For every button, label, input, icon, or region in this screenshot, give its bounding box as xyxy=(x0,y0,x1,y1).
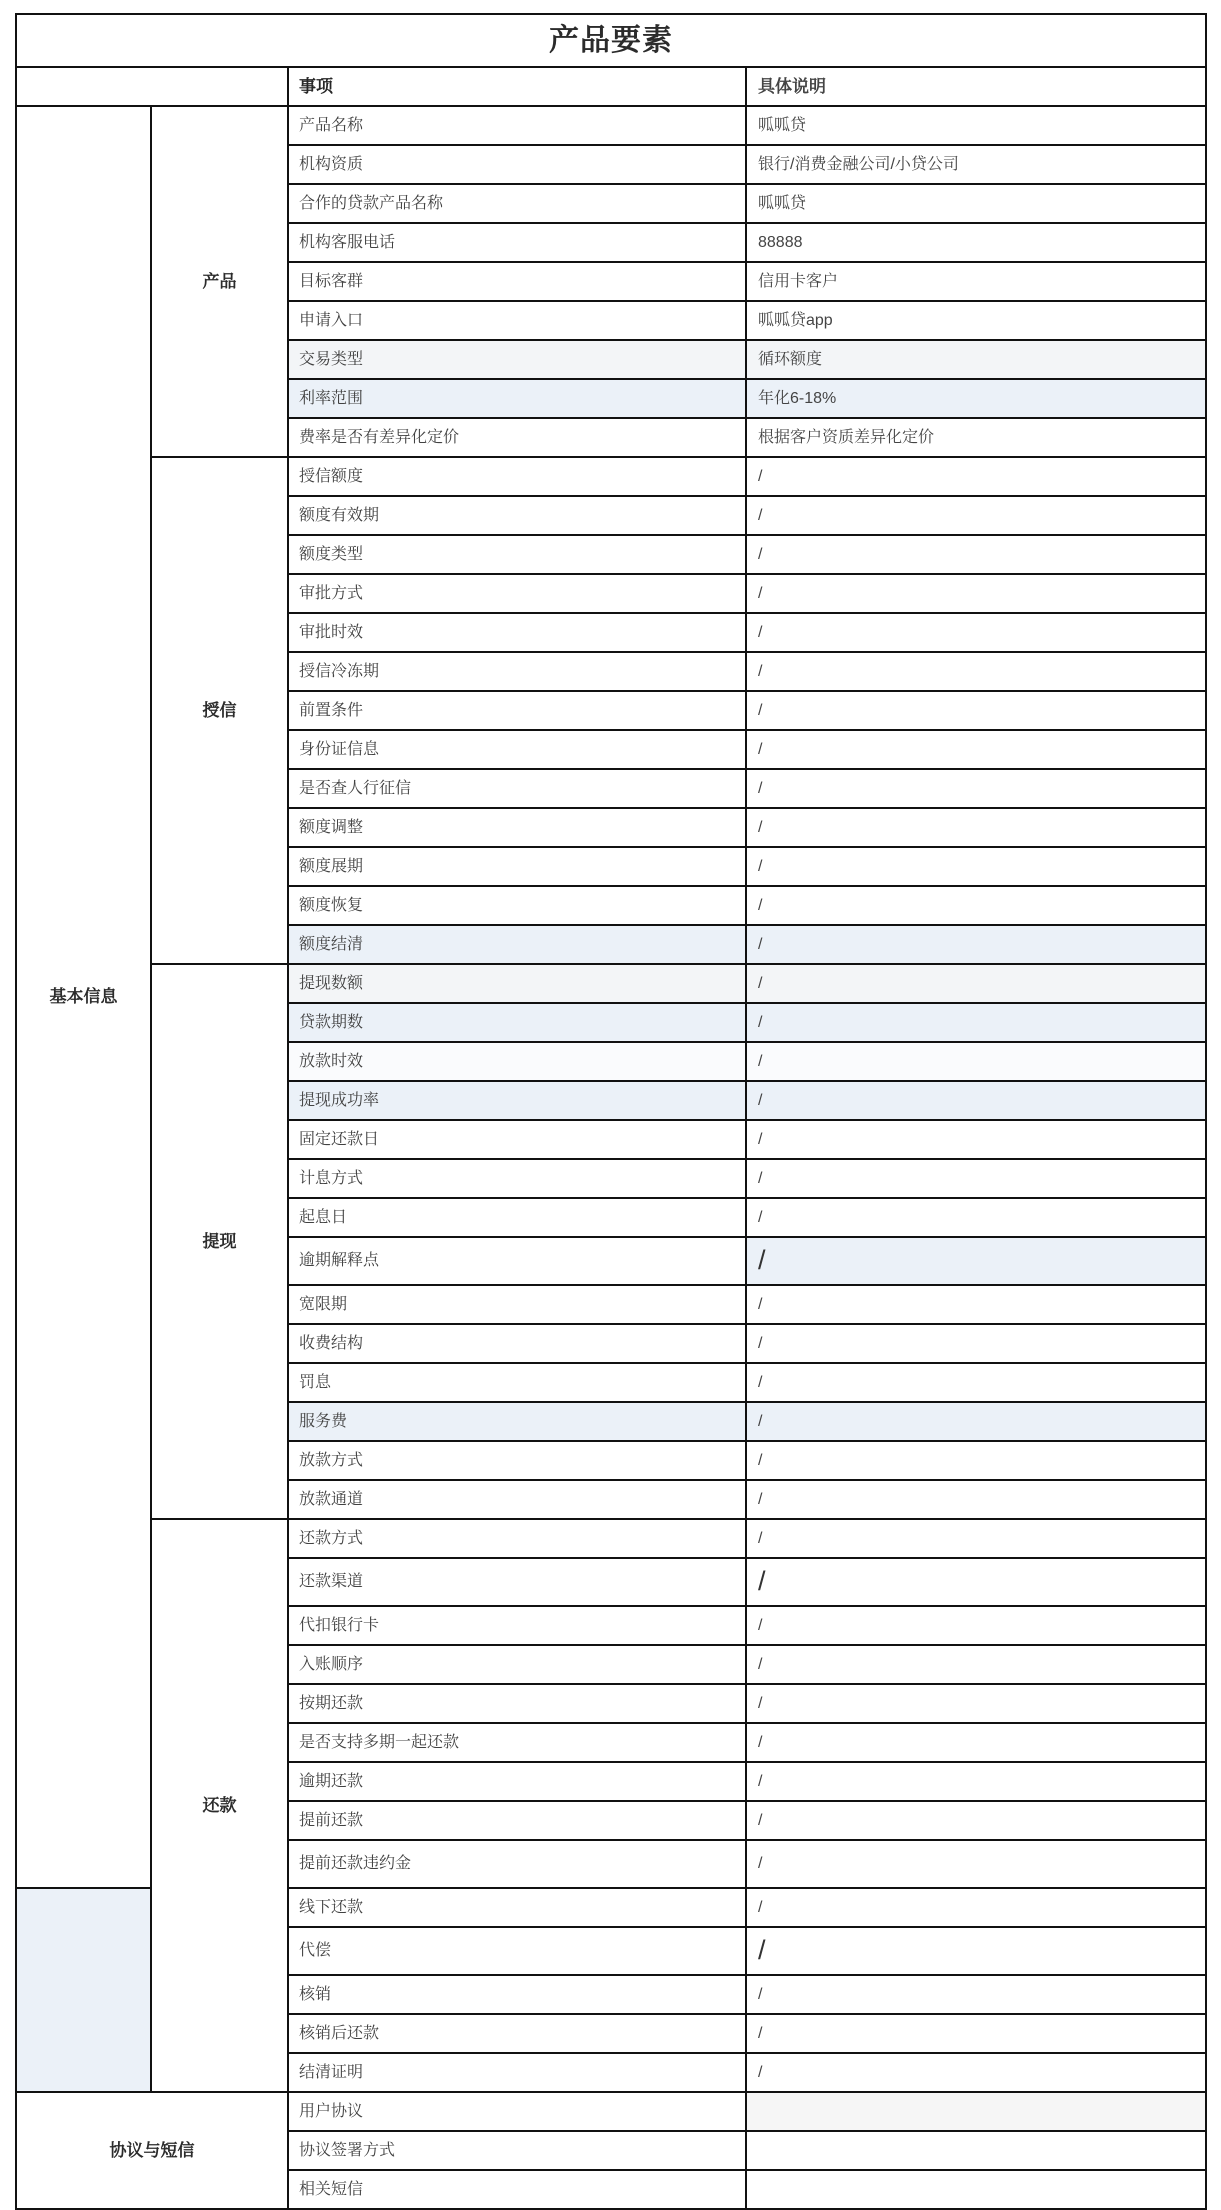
item-label-cell: 额度恢复 xyxy=(288,886,746,925)
item-label-cell: 提现成功率 xyxy=(288,1081,746,1120)
item-value-cell: / xyxy=(746,1840,1206,1888)
item-label-cell: 结清证明 xyxy=(288,2053,746,2092)
item-value-cell: 88888 xyxy=(746,223,1206,262)
column-header-item: 事项 xyxy=(288,67,746,106)
item-label-cell: 目标客群 xyxy=(288,262,746,301)
item-label-cell: 起息日 xyxy=(288,1198,746,1237)
table-row xyxy=(16,106,1206,145)
item-value-cell: / xyxy=(746,496,1206,535)
header-row xyxy=(16,67,1206,106)
table-row xyxy=(16,2092,1206,2131)
subcategory-cell-repay: 还款 xyxy=(151,1519,288,2092)
item-label-cell: 产品名称 xyxy=(288,106,746,145)
item-value-cell: / xyxy=(746,2053,1206,2092)
item-label-cell: 固定还款日 xyxy=(288,1120,746,1159)
item-value-cell: / xyxy=(746,1237,1206,1285)
item-label-cell: 代扣银行卡 xyxy=(288,1606,746,1645)
item-value-cell: 呱呱贷 xyxy=(746,106,1206,145)
item-label-cell: 额度调整 xyxy=(288,808,746,847)
item-label-cell: 授信额度 xyxy=(288,457,746,496)
item-label-cell: 罚息 xyxy=(288,1363,746,1402)
item-value-cell: / xyxy=(746,1120,1206,1159)
item-value-cell: / xyxy=(746,535,1206,574)
item-value-cell: 信用卡客户 xyxy=(746,262,1206,301)
item-label-cell: 身份证信息 xyxy=(288,730,746,769)
item-label-cell: 合作的贷款产品名称 xyxy=(288,184,746,223)
item-value-cell: 呱呱贷app xyxy=(746,301,1206,340)
item-value-cell: 呱呱贷 xyxy=(746,184,1206,223)
item-value-cell: / xyxy=(746,808,1206,847)
item-label-cell: 还款渠道 xyxy=(288,1558,746,1606)
item-value-cell: / xyxy=(746,1081,1206,1120)
item-label-cell: 放款方式 xyxy=(288,1441,746,1480)
category-cell-agreement-sms: 协议与短信 xyxy=(16,2092,288,2209)
item-label-cell: 机构资质 xyxy=(288,145,746,184)
item-label-cell: 收费结构 xyxy=(288,1324,746,1363)
category-cell-basic-info: 基本信息 xyxy=(16,106,151,1888)
item-value-cell: / xyxy=(746,457,1206,496)
item-value-cell: / xyxy=(746,1723,1206,1762)
item-label-cell: 代偿 xyxy=(288,1927,746,1975)
page-title: 产品要素 xyxy=(16,14,1206,67)
item-value-cell: / xyxy=(746,1285,1206,1324)
product-elements-sheet xyxy=(15,13,1207,2210)
item-label-cell: 放款时效 xyxy=(288,1042,746,1081)
item-value-cell: / xyxy=(746,925,1206,964)
item-value-cell: / xyxy=(746,652,1206,691)
item-value-cell: 年化6-18% xyxy=(746,379,1206,418)
table-row xyxy=(16,457,1206,496)
item-value-cell: / xyxy=(746,769,1206,808)
item-value-cell: / xyxy=(746,1363,1206,1402)
item-label-cell: 逾期还款 xyxy=(288,1762,746,1801)
item-label-cell: 入账顺序 xyxy=(288,1645,746,1684)
header-spacer-cell xyxy=(16,67,288,106)
item-value-cell: / xyxy=(746,691,1206,730)
item-value-cell: / xyxy=(746,1684,1206,1723)
subcategory-cell-withdraw: 提现 xyxy=(151,964,288,1519)
item-label-cell: 还款方式 xyxy=(288,1519,746,1558)
item-value-cell xyxy=(746,2092,1206,2131)
title-row xyxy=(16,14,1206,67)
item-label-cell: 放款通道 xyxy=(288,1480,746,1519)
item-label-cell: 协议签署方式 xyxy=(288,2131,746,2170)
item-label-cell: 核销 xyxy=(288,1975,746,2014)
item-label-cell: 是否支持多期一起还款 xyxy=(288,1723,746,1762)
table-body xyxy=(16,14,1206,2209)
item-value-cell: / xyxy=(746,1606,1206,1645)
item-label-cell: 按期还款 xyxy=(288,1684,746,1723)
product-elements-table xyxy=(15,13,1207,2210)
item-value-cell: 银行/消费金融公司/小贷公司 xyxy=(746,145,1206,184)
item-label-cell: 是否查人行征信 xyxy=(288,769,746,808)
item-value-cell: / xyxy=(746,1003,1206,1042)
item-value-cell: / xyxy=(746,574,1206,613)
item-label-cell: 申请入口 xyxy=(288,301,746,340)
item-value-cell: / xyxy=(746,886,1206,925)
table-row xyxy=(16,964,1206,1003)
item-value-cell: / xyxy=(746,613,1206,652)
item-label-cell: 逾期解释点 xyxy=(288,1237,746,1285)
item-value-cell: / xyxy=(746,1324,1206,1363)
item-label-cell: 授信冷冻期 xyxy=(288,652,746,691)
item-label-cell: 提前还款 xyxy=(288,1801,746,1840)
item-value-cell: / xyxy=(746,1645,1206,1684)
item-value-cell: / xyxy=(746,847,1206,886)
item-value-cell: / xyxy=(746,1888,1206,1927)
item-value-cell: / xyxy=(746,1480,1206,1519)
item-label-cell: 服务费 xyxy=(288,1402,746,1441)
item-value-cell: / xyxy=(746,1927,1206,1975)
item-value-cell: / xyxy=(746,1441,1206,1480)
item-label-cell: 审批时效 xyxy=(288,613,746,652)
item-label-cell: 利率范围 xyxy=(288,379,746,418)
item-value-cell: / xyxy=(746,1558,1206,1606)
item-label-cell: 交易类型 xyxy=(288,340,746,379)
item-label-cell: 宽限期 xyxy=(288,1285,746,1324)
item-value-cell: / xyxy=(746,1402,1206,1441)
item-label-cell: 前置条件 xyxy=(288,691,746,730)
item-label-cell: 机构客服电话 xyxy=(288,223,746,262)
item-value-cell: 循环额度 xyxy=(746,340,1206,379)
item-value-cell: / xyxy=(746,730,1206,769)
item-value-cell: / xyxy=(746,1762,1206,1801)
column-header-desc: 具体说明 xyxy=(746,67,1206,106)
category-cell-empty xyxy=(16,1888,151,2092)
item-value-cell: / xyxy=(746,1159,1206,1198)
subcategory-cell-credit: 授信 xyxy=(151,457,288,964)
item-value-cell: 根据客户资质差异化定价 xyxy=(746,418,1206,457)
item-value-cell: / xyxy=(746,1801,1206,1840)
item-value-cell: / xyxy=(746,964,1206,1003)
item-value-cell: / xyxy=(746,2014,1206,2053)
item-label-cell: 额度类型 xyxy=(288,535,746,574)
item-label-cell: 额度结清 xyxy=(288,925,746,964)
item-label-cell: 贷款期数 xyxy=(288,1003,746,1042)
item-value-cell xyxy=(746,2170,1206,2209)
item-label-cell: 相关短信 xyxy=(288,2170,746,2209)
item-value-cell xyxy=(746,2131,1206,2170)
item-label-cell: 用户协议 xyxy=(288,2092,746,2131)
item-label-cell: 计息方式 xyxy=(288,1159,746,1198)
item-label-cell: 费率是否有差异化定价 xyxy=(288,418,746,457)
item-label-cell: 审批方式 xyxy=(288,574,746,613)
table-row xyxy=(16,1519,1206,1558)
item-label-cell: 核销后还款 xyxy=(288,2014,746,2053)
item-value-cell: / xyxy=(746,1198,1206,1237)
subcategory-cell-product: 产品 xyxy=(151,106,288,457)
item-value-cell: / xyxy=(746,1519,1206,1558)
item-label-cell: 额度展期 xyxy=(288,847,746,886)
item-value-cell: / xyxy=(746,1975,1206,2014)
item-value-cell: / xyxy=(746,1042,1206,1081)
item-label-cell: 线下还款 xyxy=(288,1888,746,1927)
item-label-cell: 提前还款违约金 xyxy=(288,1840,746,1888)
item-label-cell: 提现数额 xyxy=(288,964,746,1003)
item-label-cell: 额度有效期 xyxy=(288,496,746,535)
